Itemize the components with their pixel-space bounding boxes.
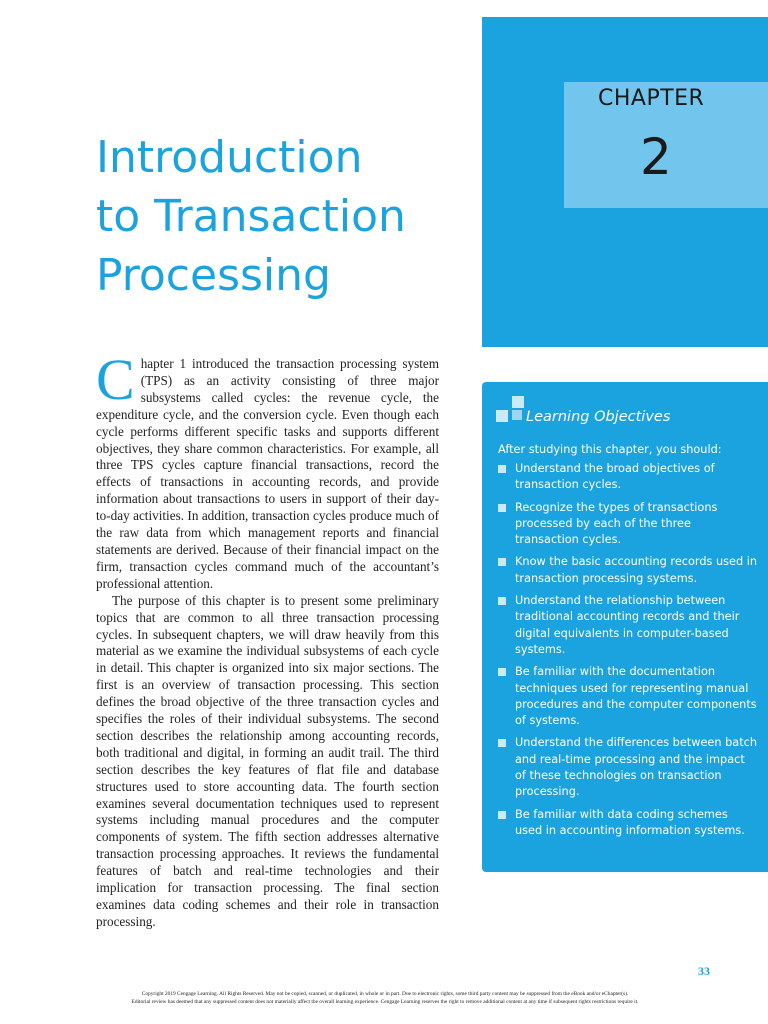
objective-text: Understand the broad objectives of transaction cycles.	[515, 462, 715, 492]
learning-objectives-heading: Learning Objectives	[526, 409, 671, 425]
bullet-square-icon	[498, 668, 506, 676]
objective-text: Understand the differences between batch and real-time processing and the impact of these technologies on transaction processing.	[515, 736, 758, 799]
paragraph-1	[96, 347, 439, 593]
copyright-notice	[60, 990, 710, 1006]
page-number: 33	[698, 964, 710, 978]
bullet-square-icon	[498, 739, 506, 747]
bullet-square-icon	[498, 597, 506, 605]
objective-item	[498, 593, 758, 658]
paragraph-1-text: hapter 1 introduced the transaction processing system (TPS) as an activity consisting of three major subsystems called cycles: the revenue cycle, the expenditure cycle, and the conversion cycle. Even though each cycle performs different specific tasks and supports different objectives, they share common characteristics. For example, all three TPS cycles capture financial transactions, record the effects of transactions in accounting records, and provide information about transactions to users in support of their day-to-day activities. In addition, transaction cycles produce much of the raw data from which management reports and financial statements are derived. Because of their financial impact on the firm, transaction cycles command much of the accountant’s professional attention.	[96, 356, 439, 591]
objective-text: Be familiar with data coding schemes used in accounting information systems.	[515, 807, 745, 837]
objective-text: Recognize the types of transactions processed by each of the three transaction cycles.	[515, 500, 718, 547]
objective-text: Understand the relationship between traditional accounting records and their digital equivalents in computer-based systems.	[515, 594, 740, 656]
objective-text: Be familiar with the documentation techniques used for representing manual procedures and the computer components of systems.	[515, 665, 757, 728]
chapter-title-line-1: Introduction	[96, 132, 363, 183]
bullet-square-icon	[498, 504, 506, 512]
bullet-square-icon	[498, 811, 506, 819]
paragraph-2: The purpose of this chapter is to present some preliminary topics that are common to all three transaction processing cycles. In subsequent chapters, we will draw heavily from this material as we examine the individual subsystems of each cycle in detail. This chapter is organized into six major sections. The first is an overview of transaction processing. This section defines the broad objective of the three transaction cycles and specifies the roles of their individual subsystems. The second section describes the relationship among accounting records, both traditional and digital, in forming an audit trail. The third section describes the key features of flat file and database structures used to store accounting data. The fourth section examines several documentation techniques used to represent systems including manual procedures and the computer components of system. The fifth section addresses alternative transaction processing approaches. It reviews the fundamental features of batch and real-time technologies and their implication for transaction processing. The final section examines data coding schemes and their role in transaction processing.	[96, 592, 439, 929]
square-icon	[496, 410, 508, 422]
body-text	[96, 347, 439, 931]
objective-item	[498, 807, 758, 840]
objective-item	[498, 554, 758, 587]
copyright-line-1: Copyright 2019 Cengage Learning. All Rights Reserved. May not be copied, scanned, or duplicated, in whole or in part. Due to electronic rights, some third party content may be suppressed from the eBook and/or eChapter(s).	[141, 991, 629, 997]
square-icon	[512, 396, 524, 408]
chapter-title	[96, 128, 466, 305]
objective-item	[498, 664, 758, 729]
square-icon	[512, 410, 522, 420]
learning-objectives-list	[498, 461, 758, 845]
chapter-title-line-2: to Transaction	[96, 191, 406, 242]
chapter-title-line-3: Processing	[96, 250, 331, 301]
chapter-label: CHAPTER	[598, 86, 705, 111]
copyright-line-2: Editorial review has deemed that any suppressed content does not materially affect the overall learning experience. Cengage Learning reserves the right to remove additional content at any time if subsequent rights restrictions require it.	[131, 999, 639, 1005]
objective-item	[498, 735, 758, 800]
objective-text: Know the basic accounting records used in transaction processing systems.	[515, 555, 758, 585]
bullet-square-icon	[498, 558, 506, 566]
chapter-number: 2	[640, 128, 672, 186]
objective-item	[498, 500, 758, 549]
learning-objectives-intro: After studying this chapter, you should:	[498, 443, 722, 456]
drop-cap: C	[96, 347, 135, 412]
objective-item	[498, 461, 758, 494]
bullet-square-icon	[498, 465, 506, 473]
